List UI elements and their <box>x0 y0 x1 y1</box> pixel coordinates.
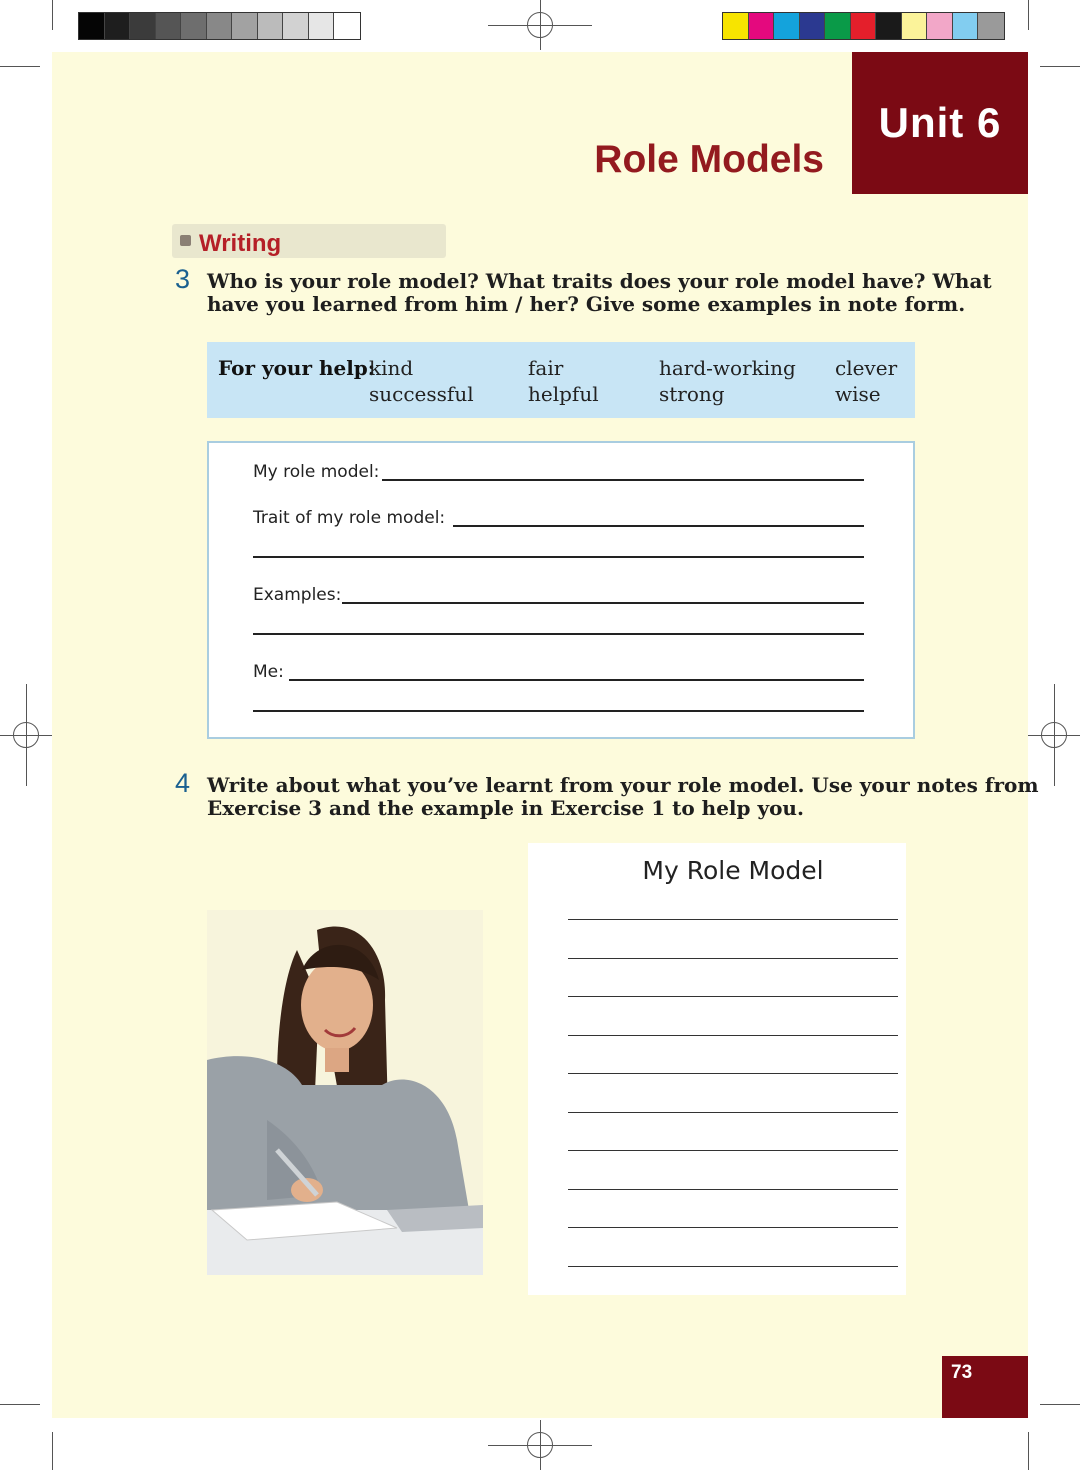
note-label-role-model: My role model: <box>253 462 380 482</box>
crop-mark <box>52 1432 53 1470</box>
grayscale-color-bar <box>78 12 361 40</box>
exercise-instruction <box>207 774 1039 820</box>
crop-mark <box>1028 1432 1029 1470</box>
note-label-examples: Examples: <box>253 585 342 605</box>
note-label-me: Me: <box>253 662 284 682</box>
role-model-answer-line[interactable] <box>382 479 864 481</box>
crop-mark <box>1028 0 1029 30</box>
note-label-trait: Trait of my role model: <box>253 508 446 528</box>
me-answer-line[interactable] <box>253 710 864 712</box>
word-bank-box <box>207 342 915 418</box>
writing-line[interactable] <box>568 1266 898 1267</box>
examples-answer-line[interactable] <box>342 602 864 604</box>
trait-answer-line[interactable] <box>453 525 864 527</box>
instruction-line: Who is your role model? What traits does your role model have? What <box>207 269 992 293</box>
section-heading: Writing <box>199 230 282 257</box>
instruction-line: Exercise 3 and the example in Exercise 1 to help you. <box>207 796 804 820</box>
student-writing-photo <box>207 910 483 1275</box>
writing-paper-title: My Role Model <box>642 856 824 885</box>
word-bank-label: For your help: <box>218 356 376 380</box>
writing-line[interactable] <box>568 1227 898 1228</box>
crop-mark <box>0 1404 40 1405</box>
me-answer-line[interactable] <box>289 679 864 681</box>
instruction-line: have you learned from him / her? Give some examples in note form. <box>207 292 966 316</box>
crop-mark <box>1040 1404 1080 1405</box>
word-bank-item: fair <box>528 356 564 380</box>
examples-answer-line[interactable] <box>253 633 864 635</box>
writing-line[interactable] <box>568 1112 898 1113</box>
registration-mark <box>540 1420 541 1470</box>
writing-line[interactable] <box>568 958 898 959</box>
process-color-bar <box>722 12 1005 40</box>
writing-line[interactable] <box>568 1035 898 1036</box>
crop-mark <box>0 66 40 67</box>
registration-mark <box>1054 684 1055 786</box>
word-bank-item: strong <box>659 382 725 406</box>
word-bank-item: successful <box>369 382 474 406</box>
page-number: 73 <box>951 1362 973 1383</box>
registration-mark <box>26 684 27 786</box>
registration-mark <box>540 0 541 50</box>
unit-badge <box>852 52 1028 194</box>
play-bullet-icon <box>180 235 191 246</box>
writing-line[interactable] <box>568 919 898 920</box>
writing-line[interactable] <box>568 1073 898 1074</box>
crop-mark <box>1040 66 1080 67</box>
instruction-line: Write about what you’ve learnt from your role model. Use your notes from <box>207 773 1039 797</box>
trait-answer-line[interactable] <box>253 556 864 558</box>
exercise-instruction <box>207 270 992 316</box>
word-bank-item: hard-working <box>659 356 796 380</box>
writing-line[interactable] <box>568 996 898 997</box>
writing-line[interactable] <box>568 1189 898 1190</box>
unit-label: Unit 6 <box>878 99 1002 146</box>
word-bank-item: kind <box>369 356 414 380</box>
page-title: Role Models <box>594 138 824 181</box>
word-bank-item: helpful <box>528 382 599 406</box>
word-bank-item: clever <box>835 356 898 380</box>
crop-mark <box>52 0 53 30</box>
exercise-number: 3 <box>175 264 191 294</box>
word-bank-item: wise <box>835 382 881 406</box>
writing-line[interactable] <box>568 1150 898 1151</box>
exercise-number: 4 <box>175 768 191 798</box>
